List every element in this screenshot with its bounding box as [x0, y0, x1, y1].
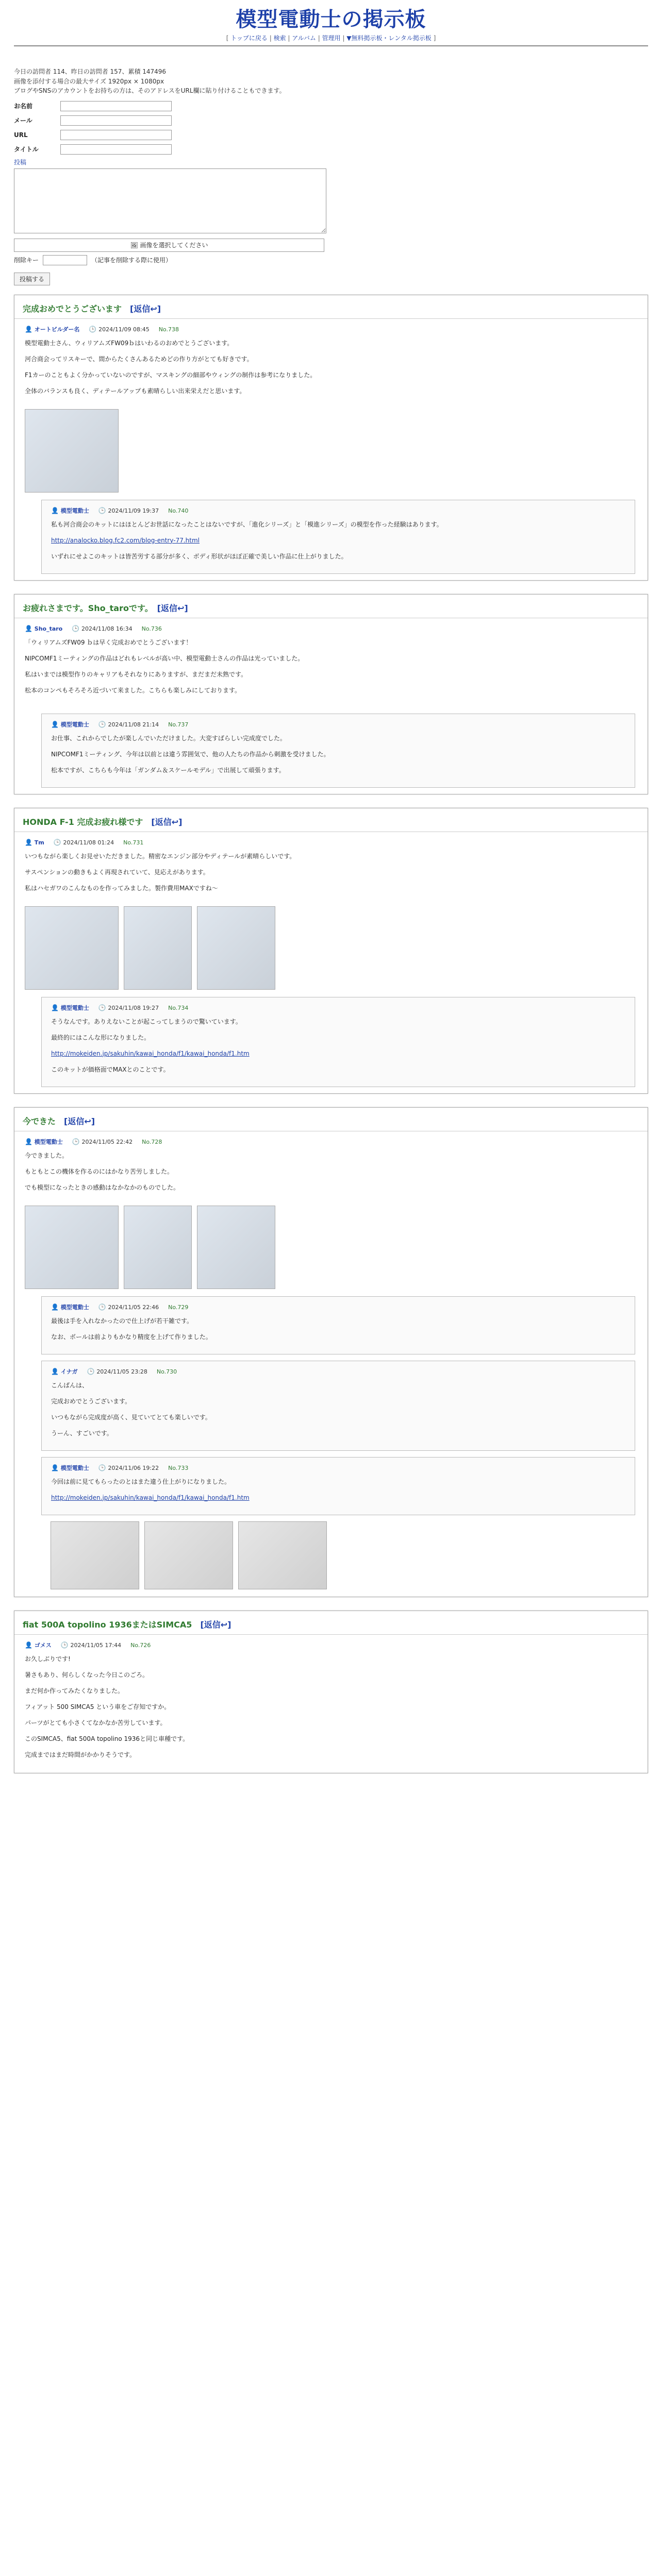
post-date [98, 505, 159, 516]
post-body [51, 519, 625, 562]
post-line: F1カーのこともよく分かっていないのですが、マスキングの細部やウィングの制作は参考になりました。 [25, 371, 317, 379]
post-body [51, 1316, 625, 1343]
post-line: 今回は前に見てもらったのとはまた違う仕上がりになりました。 [51, 1478, 231, 1485]
post-line: 私はいまでは模型作りのキャリアもそれなりにありますが、まだまだ未熟です。 [25, 670, 247, 678]
post-date-text: 2024/11/06 19:22 [108, 1464, 159, 1471]
delkey-input[interactable] [43, 255, 87, 265]
post-meta [51, 505, 625, 516]
post-date-text: 2024/11/05 23:28 [96, 1368, 147, 1375]
clock-icon: 🕒 [72, 1138, 82, 1145]
photo-thumbnail[interactable] [25, 906, 119, 990]
user-icon: 👤 [51, 720, 61, 728]
post-line: 私はハセガワのこんなものを作ってみました。製作費用MAXですね〜 [25, 884, 218, 892]
photo-thumbnail[interactable] [25, 409, 119, 493]
user-icon: 👤 [51, 1303, 61, 1311]
photo-thumbnail[interactable] [197, 906, 275, 990]
clock-icon: 🕒 [60, 1641, 71, 1649]
post-date [61, 1640, 121, 1651]
post-number[interactable]: No.733 [168, 1464, 189, 1471]
author [25, 1640, 52, 1651]
post-body [25, 637, 637, 696]
post-line: もともとこの機体を作るのにはかなり苦労しました。 [25, 1167, 174, 1175]
post-meta [51, 1366, 625, 1377]
image-icon: 🖼 [130, 241, 140, 249]
clock-icon: 🕒 [98, 1004, 108, 1011]
post-date-text: 2024/11/08 19:27 [108, 1004, 159, 1011]
post-line: 完成まではまだ時間がかかりそうです。 [25, 1751, 136, 1758]
photo-thumbnail[interactable] [51, 1521, 139, 1589]
post-line: 「ウィリアムズFW09 ｂは早く完成おめでとうございます！ [25, 638, 192, 646]
author [25, 1137, 63, 1147]
post-line: お久しぶりです! [25, 1655, 71, 1663]
author-name: 模型電動士 [60, 507, 89, 514]
delkey-hint: （記事を削除する際に使用） [91, 257, 172, 264]
photo-thumbnail[interactable] [238, 1521, 327, 1589]
clock-icon: 🕒 [72, 624, 82, 632]
post-line: 全体のバランスも良く、ディテールアップも素晴らしい出来栄えだと思います。 [25, 387, 246, 395]
thread [14, 1107, 648, 1597]
author-name: 模型電動士 [60, 1004, 89, 1011]
post-date [98, 1463, 159, 1473]
thread-title [14, 1108, 648, 1131]
url-label: URL [14, 131, 28, 139]
image-row [25, 409, 637, 493]
reply-post [41, 500, 635, 574]
nav-free-board[interactable]: ▼無料掲示板・レンタル掲示板 [346, 35, 432, 42]
thread [14, 594, 648, 794]
post [14, 832, 648, 906]
post-date-text: 2024/11/05 17:44 [70, 1641, 122, 1649]
post [14, 618, 648, 708]
name-label: お名前 [14, 103, 33, 110]
thread-title-text: 今できた [23, 1116, 64, 1126]
photo-thumbnail[interactable] [25, 1206, 119, 1289]
post-body [25, 1150, 637, 1193]
file-select[interactable] [14, 239, 324, 252]
author-name: イナガ [60, 1368, 78, 1375]
post-line: NIPCOMF1ミーティングの作品はどれもレベルが高い中、模型電動士さんの作品は光っていました。 [25, 654, 304, 662]
post-meta [51, 719, 625, 730]
post-date-text: 2024/11/08 16:34 [81, 625, 133, 632]
post-body [51, 1016, 625, 1075]
reply-link[interactable]: [返信↩] [200, 1619, 231, 1630]
name-row [14, 100, 648, 112]
post-form [14, 100, 648, 295]
post-date-text: 2024/11/09 08:45 [98, 326, 150, 333]
nav-admin[interactable]: 管理用 [322, 35, 341, 42]
clock-icon: 🕒 [87, 1367, 97, 1375]
author [25, 837, 44, 848]
author [51, 1463, 89, 1473]
post-number[interactable]: No.730 [156, 1368, 177, 1375]
post-line: 最後は手を入れなかったので仕上げが若干雑です。 [51, 1317, 193, 1325]
post-body [51, 733, 625, 776]
user-icon: 👤 [51, 506, 61, 514]
post-number[interactable]: No.729 [168, 1303, 189, 1311]
post-line: まだ何か作ってみたくなりました。 [25, 1687, 124, 1694]
delkey-row [14, 255, 648, 265]
post-line: でも模型になったときの感動はなかなかのものでした。 [25, 1183, 180, 1191]
reply-post [41, 1296, 635, 1354]
reply-link[interactable]: [返信↩] [157, 603, 188, 613]
post-line: うーん、すごいです。 [51, 1429, 113, 1437]
thread-title [14, 808, 648, 832]
post-body [51, 1477, 625, 1503]
post-line: なお、ボールは前よりもかなり精度を上げて作りました。 [51, 1333, 212, 1341]
post-date-text: 2024/11/08 21:14 [108, 721, 159, 728]
user-icon: 👤 [51, 1004, 61, 1011]
post-meta [51, 1463, 625, 1473]
url-note: ブログやSNSのアカウントをお持ちの方は、そのアドレスをURL欄に貼り付けることもできます。 [14, 87, 286, 95]
post-line: 私も河合商会のキットにはほとんどお世話になったことはないですが、「進化シリーズ」と「模進シリーズ」の模型を作った経験はあります。 [51, 520, 443, 528]
post-line: 松本ですが、こちらも今年は「ガンダム＆スケールモデル」で出展して頑張ります。 [51, 766, 285, 774]
delkey-label: 削除キー [14, 257, 39, 264]
post-meta [25, 623, 637, 634]
user-icon: 👤 [51, 1464, 61, 1471]
post-date [98, 1302, 159, 1313]
user-icon: 👤 [25, 325, 35, 333]
post-line: NIPCOMF1ミーティング、今年は以前とは違う雰囲気で、他の人たちの作品から刺激を受けました。 [51, 750, 330, 758]
photo-thumbnail[interactable] [124, 1206, 192, 1289]
user-icon: 👤 [25, 1138, 35, 1145]
thread [14, 295, 648, 581]
image-row [25, 1206, 637, 1289]
author [25, 623, 62, 634]
post-date [54, 837, 114, 848]
author-name: Sho_taro [34, 625, 63, 632]
thread-title [14, 1611, 648, 1635]
thread [14, 1611, 648, 1773]
post-link[interactable]: http://mokeiden.jp/sakuhin/kawai_honda/f1/kawai_honda/f1.htm [51, 1049, 250, 1057]
nav-album[interactable]: アルバム [292, 35, 316, 42]
post-date [87, 1366, 147, 1377]
name-input[interactable] [60, 101, 172, 111]
reply-post [41, 997, 635, 1087]
post-line: サスペンションの動きもよく再現されていて、見応えがあります。 [25, 868, 209, 876]
user-icon: 👤 [51, 1367, 61, 1375]
post-body [25, 338, 637, 397]
author-name: 模型電動士 [60, 1303, 89, 1311]
email-label: メール [14, 117, 32, 125]
post-line: 暑さもあり、何らしくなった今日このごろ。 [25, 1671, 149, 1679]
thread [14, 808, 648, 1094]
clock-icon: 🕒 [98, 1464, 108, 1471]
image-row [25, 906, 637, 990]
post-meta [25, 837, 637, 848]
post-date-text: 2024/11/05 22:46 [108, 1303, 159, 1311]
post-line: 河合商会ってリスキーで、間からたくさんあるためどの作り方がとても好きです。 [25, 355, 253, 363]
post-date-text: 2024/11/08 01:24 [63, 839, 114, 846]
image-row [51, 1521, 635, 1589]
post-number[interactable]: No.726 [130, 1641, 151, 1649]
post-meta [51, 1003, 625, 1013]
clock-icon: 🕒 [98, 1303, 108, 1311]
thread-title [14, 295, 648, 319]
post-date [98, 1003, 159, 1013]
comment-textarea[interactable] [14, 168, 326, 233]
site-title: 模型電動士の掲示板 [236, 8, 426, 31]
page [14, 3, 648, 1773]
post-line: フィアット 500 SIMCA5 という車をご存知ですか。 [25, 1703, 171, 1710]
photo-thumbnail[interactable] [144, 1521, 233, 1589]
post-line: いつもながら楽しくお見せいただきました。精密なエンジン部分やディテールが素晴らしいです。 [25, 852, 296, 860]
thread-title-text: HONDA F-1 完成お疲れ様です [23, 817, 152, 827]
email-input[interactable] [60, 115, 172, 126]
post-date [72, 623, 132, 634]
post-line: 模型電動士さん、ウィリアムズFW09ｂはいわるのおめでとうございます。 [25, 339, 234, 347]
post-line: このSIMCA5、fiat 500A topolino 1936と同じ車種です。 [25, 1735, 189, 1742]
submit-button[interactable]: 投稿する [14, 273, 50, 285]
author [51, 1003, 89, 1013]
post-line: パーツがとても小さくてなかなか苦労しています。 [25, 1719, 167, 1726]
post-number[interactable]: No.738 [158, 326, 179, 333]
post-line: お仕事、これからでしたが楽しんでいただけました。大変すばらしい完成度でした。 [51, 734, 286, 742]
post-date [98, 719, 159, 730]
author-name: Tm [34, 839, 44, 846]
photo-thumbnail[interactable] [197, 1206, 275, 1289]
post-date [89, 324, 149, 335]
thread-title [14, 595, 648, 618]
comment-label: 投稿 [14, 158, 27, 166]
post-date-text: 2024/11/05 22:42 [81, 1138, 133, 1145]
reply-link[interactable]: [返信↩] [64, 1116, 95, 1126]
top-nav: [ トップに戻る | 検索 | アルバム | 管理用 | ▼無料掲示板・レンタル掲示板 ] [226, 35, 436, 42]
post-number[interactable]: No.736 [141, 625, 162, 632]
clock-icon: 🕒 [98, 506, 108, 514]
intro [14, 67, 648, 96]
post-body [25, 851, 637, 894]
post-line: このキットが価格面でMAXとのことです。 [51, 1065, 170, 1073]
nav-search[interactable]: 検索 [273, 35, 286, 42]
author [51, 1366, 78, 1377]
user-icon: 👤 [25, 838, 35, 846]
reply-post [41, 1457, 635, 1515]
post-date [72, 1137, 133, 1147]
reply-post [41, 714, 635, 788]
clock-icon: 🕒 [89, 325, 99, 333]
reply-link[interactable]: [返信↩] [130, 303, 161, 314]
thread-title-text: 完成おめでとうございます [23, 303, 130, 314]
post-line: 最終的にはこんな形になりました。 [51, 1033, 151, 1041]
user-icon: 👤 [25, 624, 35, 632]
reply-post [41, 1361, 635, 1451]
post-number[interactable]: No.728 [142, 1138, 162, 1145]
title-label: タイトル [14, 146, 39, 154]
file-select-label: 画像を選択してください [140, 242, 208, 249]
title-input[interactable] [60, 144, 172, 155]
author-name: 模型電動士 [60, 721, 89, 728]
url-input[interactable] [60, 130, 172, 140]
post [14, 1131, 648, 1206]
author-name: 模型電動士 [34, 1138, 63, 1145]
post-meta [25, 1137, 637, 1147]
post [14, 1635, 648, 1773]
post-number[interactable]: No.740 [168, 507, 189, 514]
author-name: オートビルダー名 [34, 326, 80, 333]
post-line: 今できました。 [25, 1151, 69, 1159]
post-body [51, 1380, 625, 1439]
url-row [14, 129, 648, 141]
post-number[interactable]: No.737 [168, 721, 189, 728]
author-name: ゴメス [34, 1641, 52, 1649]
post-date-text: 2024/11/09 19:37 [108, 507, 159, 514]
post-line: いずれにせよこのキットは皆苦労する部分が多く、ボディ形状がほぼ正確で美しい作品に仕上がりました。 [51, 552, 347, 560]
reply-link[interactable]: [返信↩] [151, 817, 183, 827]
clock-icon: 🕒 [98, 720, 108, 728]
post-meta [51, 1302, 625, 1313]
post-number[interactable]: No.734 [168, 1004, 189, 1011]
author-name: 模型電動士 [60, 1464, 89, 1471]
nav-top[interactable]: トップに戻る [230, 35, 268, 42]
thread-title-text: fiat 500A topolino 1936またはSIMCA5 [23, 1619, 201, 1630]
user-icon: 👤 [25, 1641, 35, 1649]
author [25, 324, 79, 335]
clock-icon: 🕒 [53, 838, 63, 846]
divider [14, 45, 648, 46]
image-size-note: 画像を添付する場合の最大サイズ 1920px × 1080px [14, 77, 164, 85]
post-meta [25, 324, 637, 335]
post-line: そうなんです。ありえないことが起こってしまうので驚いています。 [51, 1018, 242, 1025]
post-line: 完成おめでとうございます。 [51, 1397, 131, 1405]
post-number[interactable]: No.731 [123, 839, 144, 846]
title-row [14, 143, 648, 156]
thread-title-text: お疲れさまです。Sho_taroです。 [23, 603, 157, 613]
visitor-count: 今日の訪問者 114、昨日の訪問者 157、累積 147496 [14, 68, 167, 75]
author [51, 1302, 89, 1313]
photo-thumbnail[interactable] [124, 906, 192, 990]
post [14, 319, 648, 409]
post-line: 松本のコンペもそろそろ近づいて来ました。こちらも楽しみにしております。 [25, 686, 241, 694]
post-meta [25, 1640, 637, 1651]
author [51, 505, 89, 516]
email-row [14, 114, 648, 127]
post-line: こんばんは、 [51, 1381, 89, 1389]
post-link[interactable]: http://mokeiden.jp/sakuhin/kawai_honda/f1/kawai_honda/f1.htm [51, 1494, 250, 1501]
thread-list [14, 295, 648, 1773]
post-line: いつもながら完成度が高く、見ていてとても楽しいです。 [51, 1413, 211, 1421]
author [51, 719, 89, 730]
post-link[interactable]: http://analocko.blog.fc2.com/blog-entry-77.html [51, 536, 200, 544]
post-body [25, 1654, 637, 1760]
